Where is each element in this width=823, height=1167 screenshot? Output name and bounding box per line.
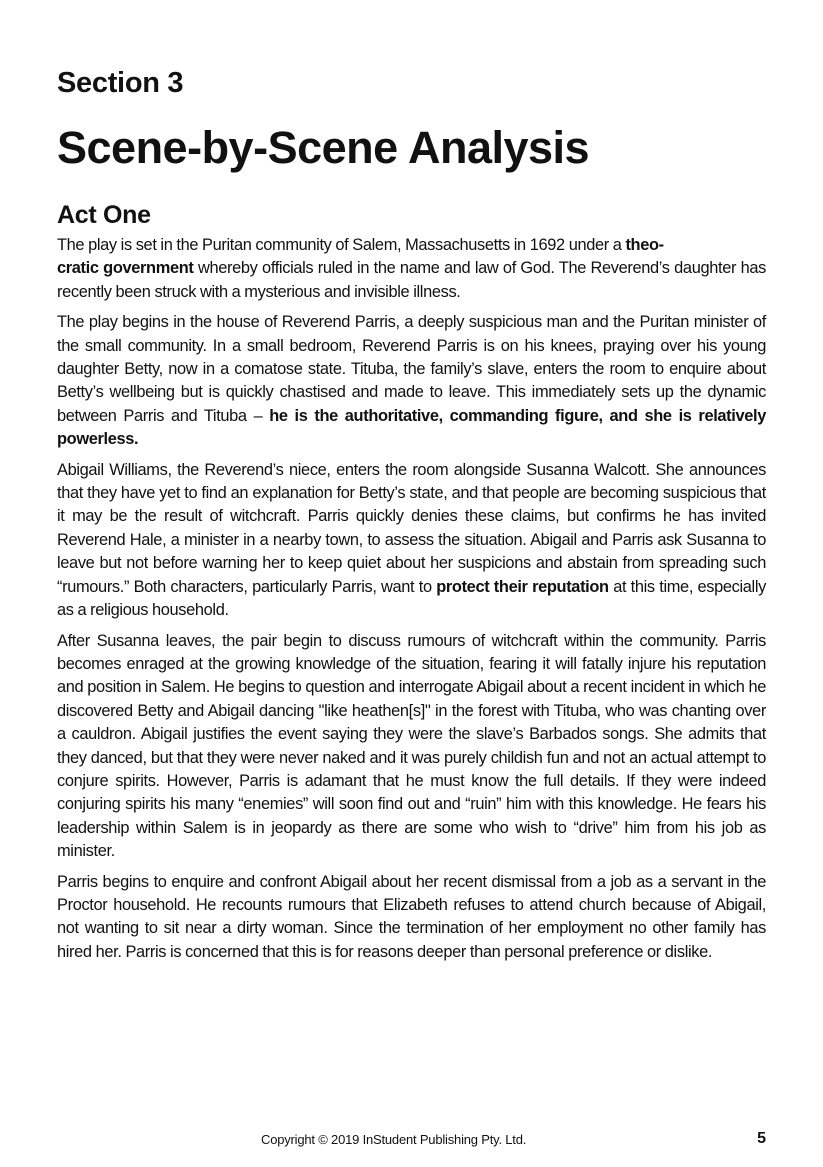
paragraph-3 bbox=[57, 459, 766, 623]
bold-term-theocratic-government: theo- cratic government bbox=[57, 236, 664, 278]
page-title: Scene-by-Scene Analysis bbox=[57, 122, 590, 173]
paragraph-2 bbox=[57, 311, 766, 451]
page-footer bbox=[57, 1131, 766, 1151]
paragraph-1 bbox=[57, 234, 766, 304]
body-text bbox=[57, 234, 766, 971]
paragraph-text: whereby officials ruled in the name and law of God. The Reverend’s daughter has recently been struck with a mysterious and invisible illness. bbox=[57, 259, 766, 301]
copyright-notice: Copyright © 2019 InStudent Publishing Pty. Ltd. bbox=[261, 1132, 527, 1147]
paragraph-text: The play begins in the house of Reverend Parris, a deeply suspicious man and the Puritan minister of the small community. In a small bedroom, Reverend Parris is on his knees, praying over his young daughter Betty, now in a comatose state. Tituba, the family’s slave, enters the room to enquire about Betty’s wellbeing but is quickly chastised and made to leave. This immediately sets up the dynamic between Parris and Tituba – bbox=[57, 313, 766, 425]
bold-key-point: protect their reputation bbox=[436, 577, 609, 596]
paragraph-text: After Susanna leaves, the pair begin to discuss rumours of witchcraft within the community. Parris becomes enraged at the growing knowledge of the situation, fearing it will fatally injure his reputation and position in Salem. He begins to question and interrogate Abigail about a recent incident in which he discovered Betty and Abigail dancing "like heathen[s]" in the forest with Tituba, who was chanting over a cauldron. Abigail justifies the event saying they were the slave’s Barbados songs. She admits that they danced, but that they were never naked and it was purely childish fun and not an actual attempt to conjure spirits. However, Parris is adamant that he must know the full details. If they were indeed conjuring spirits his many “enemies” will soon find out and “ruin” him with this knowledge. He fears his leadership within Salem is in jeopardy as there are some who wish to “drive” him from his job as minister. bbox=[57, 631, 766, 861]
paragraph-4 bbox=[57, 630, 766, 864]
paragraph-text: The play is set in the Puritan community of Salem, Massachusetts in 1692 under a bbox=[57, 236, 626, 254]
paragraph-5 bbox=[57, 871, 766, 965]
paragraph-text: Parris begins to enquire and confront Abigail about her recent dismissal from a job as a servant in the Proctor household. He recounts rumours that Elizabeth refuses to attend church because of Abigail, not wanting to sit near a dirty woman. Since the termination of her employment no other family has hired her. Parris is concerned that this is for reasons deeper than personal preference or dislike. bbox=[57, 872, 766, 961]
page-number: 5 bbox=[757, 1130, 766, 1147]
paragraph-text: Abigail Williams, the Reverend’s niece, enters the room alongside Susanna Walcott. She announces that they have yet to find an explanation for Betty’s state, and that people are becoming suspicious that it may be the result of witchcraft. Parris quickly denies these claims, but confirms he has invited Reverend Hale, a minister in a nearby town, to assess the situation. Abigail and Parris ask Susanna to leave but not before warning her to keep quiet about her suspicions and abstain from spreading such “rumours.” Both characters, particularly Parris, want to bbox=[57, 460, 766, 596]
bold-key-point: he is the authoritative, commanding figure, and she is relatively powerless. bbox=[57, 406, 766, 449]
act-heading: Act One bbox=[57, 201, 151, 229]
paragraph-text: at this time, especially as a religious household. bbox=[57, 577, 766, 620]
section-label: Section 3 bbox=[57, 67, 184, 99]
